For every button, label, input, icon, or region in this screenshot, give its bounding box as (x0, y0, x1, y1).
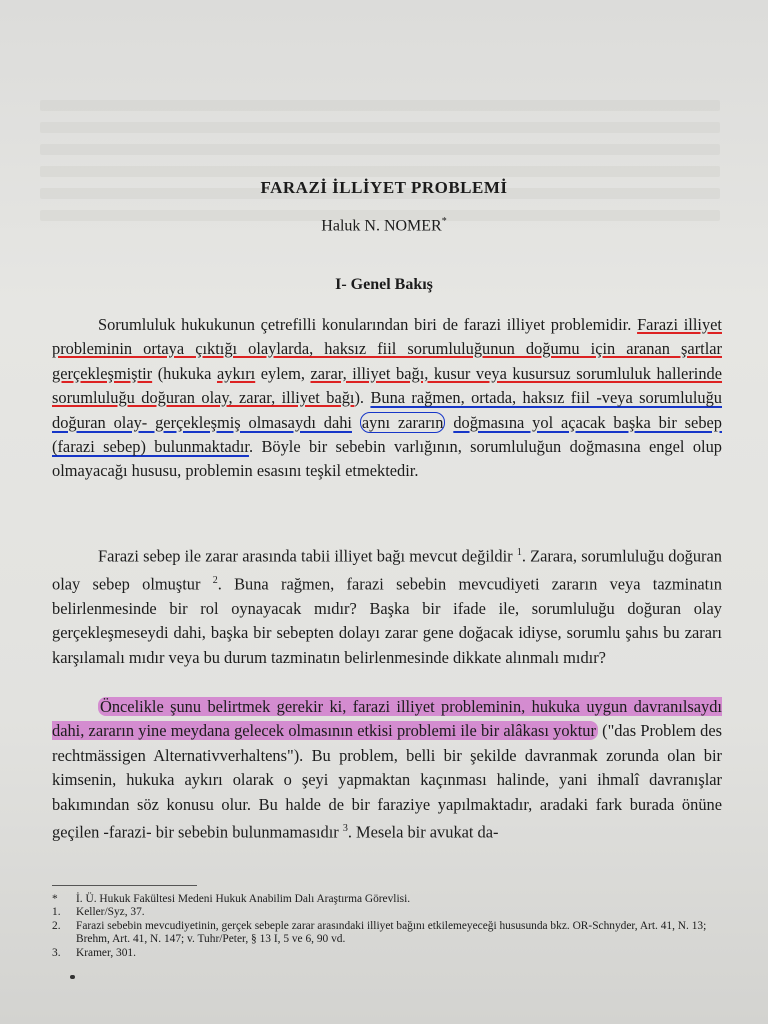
footnote-ref: 1 (516, 547, 522, 558)
text-span: Sorumluluk hukukunun çetrefilli konularından biri de farazi illiyet problemidir. (98, 315, 638, 334)
footnote-ref: 2 (212, 574, 218, 586)
footnote (52, 920, 722, 947)
author-line (0, 216, 768, 235)
footnote-marker: * (52, 893, 58, 905)
author-footnote-marker: * (441, 216, 447, 227)
text-span: . Buna rağmen, farazi sebebin mevcudiyeti zararın veya tazminatın belirlenmesinde bir rol oynayacak mıdır? Başka bir ifade ile, sorumluluğu doğuran olay gerçekleşmeseydi dahi, başka bir sebepten dolayı zarar gene doğacak idiyse, sorumlu şahıs bu zararı karşılamalı mıdır veya bu durum tazminatın belirlenmesinde dikkate alınmalı mıdır? (52, 574, 722, 667)
text-span: . Böyle bir sebebin varlığının, sorumluluğun doğmasına engel olup olmayacağı hususu, problemin esasını teşkil etmektedir. (52, 437, 722, 481)
footnote (52, 893, 722, 906)
paragraph-2 (52, 541, 722, 670)
footnote (52, 947, 722, 960)
footnote-text: Kramer, 301. (76, 946, 136, 959)
footnote-ref: 3 (342, 823, 348, 835)
ink-mark (70, 975, 75, 979)
section-heading: I- Genel Bakış (335, 276, 433, 293)
footnote-text: Farazi sebebin mevcudiyetinin, gerçek sebeple zarar arasındaki illiyet bağını etkilemeyeceği hususunda bkz. OR-Schnyder, Art. 41, N. 13; Brehm, Art. 41, N. 147; v. Tuhr/Peter, § 13 I, 5 ve 6, 90 vd. (76, 919, 707, 946)
article-title: FARAZİ İLLİYET PROBLEMİ (260, 178, 508, 197)
footnote-divider (52, 885, 197, 886)
red-underlined-text: Farazi illiyet probleminin ortaya çıktığı olaylarda, haksız fiil sorumluluğunun doğumu için aranan şartlar gerçekleşmiştir (52, 315, 722, 383)
show-through-text (40, 100, 720, 235)
text-span: . Mesela bir avukat da- (347, 822, 499, 842)
paragraph-1 (52, 313, 722, 484)
footnotes (52, 893, 722, 960)
author-name: Haluk N. NOMER (321, 217, 442, 235)
blue-underlined-text: Buna rağmen, ortada, haksız fiil -veya sorumluluğu doğuran olay- gerçekleşmiş olmasaydı dahi (52, 388, 722, 432)
paragraph-3 (52, 695, 722, 845)
blue-underlined-text: doğmasına yol açacak başka bir sebep (farazi sebep) bulunmaktadır (52, 412, 722, 457)
text-span: eylem, (255, 363, 311, 383)
text-span: . Zarara, sorumluluğu doğuran olay sebep olmuştur (52, 546, 722, 594)
text-span: Farazi sebep ile zarar arasında tabii illiyet bağı mevcut değildir (98, 546, 513, 566)
footnote-text: Keller/Syz, 37. (76, 906, 145, 919)
highlighted-text: Öncelikle şunu belirtmek gerekir ki, farazi illiyet probleminin, hukuka uygun davranılsaydı dahi, zararın yine meydana gelecek olmasının etkisi problemi ile bir alâkası yoktur (52, 697, 722, 741)
red-underlined-text: zarar, illiyet bağı, kusur veya kusursuz sorumluluk hallerinde sorumluluğu doğuran olay, zarar, illiyet bağı (52, 363, 723, 408)
footnote (52, 906, 722, 919)
blue-circled-text: aynı zararın (361, 412, 444, 432)
text-span: ). (354, 388, 371, 408)
footnote-marker: 3. (52, 946, 61, 959)
text-span: (hukuka (152, 363, 217, 383)
footnote-marker: 1. (52, 906, 61, 919)
red-underlined-text: aykırı (216, 363, 256, 383)
footnote-marker: 2. (52, 919, 61, 932)
text-span: ("das Problem des rechtmässigen Alternativverhaltens"). Bu problem, belli bir şekilde davranmak zorunda olan bir kimsenin, hukuka aykırı olarak o şeyi yapmaktan kaçınması halinde, yani ihmalî davranışlar bakımından söz konusu olur. Bu halde de bir faraziye yapılmaktadır, aradaki fark burada önüne geçilen -farazi- bir sebebin bulunmamasıdır (52, 721, 722, 842)
footnote-text: İ. Ü. Hukuk Fakültesi Medeni Hukuk Anabilim Dalı Araştırma Görevlisi. (76, 893, 411, 905)
